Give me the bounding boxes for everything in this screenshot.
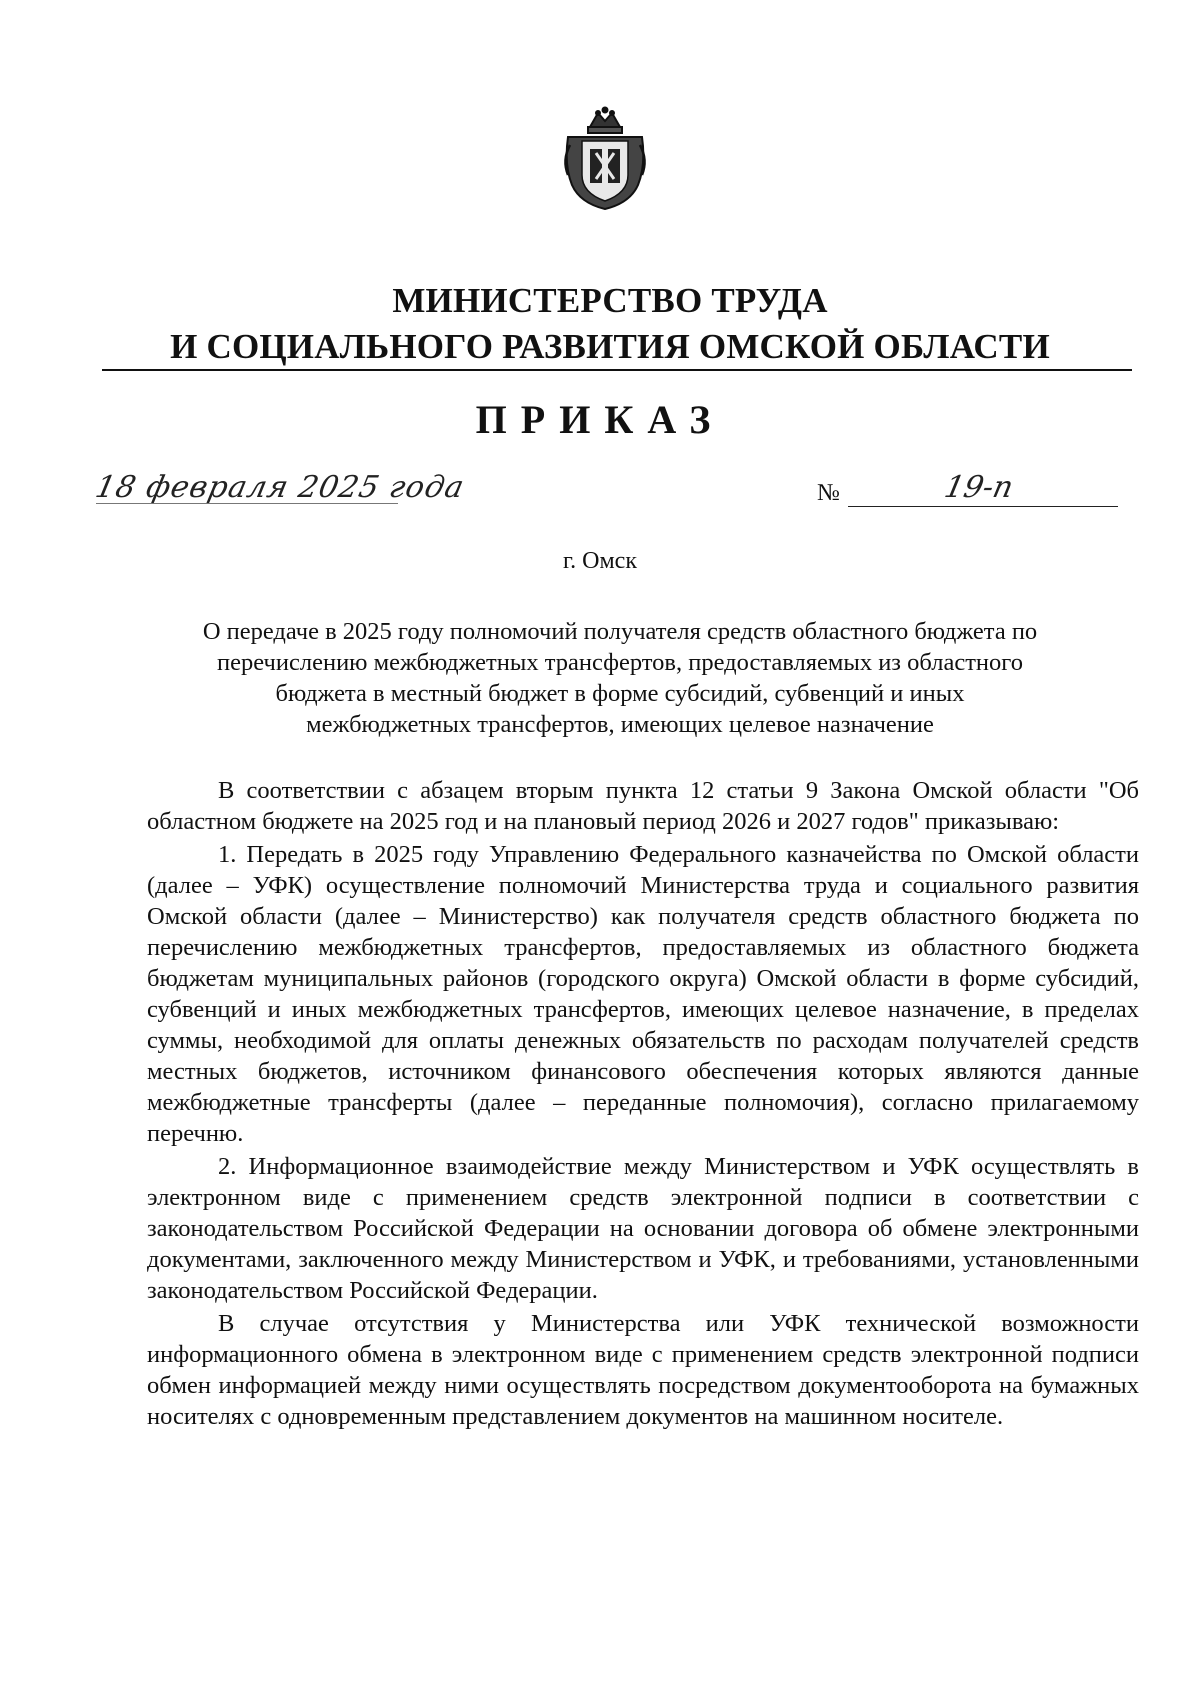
ministry-name-line2: И СОЦИАЛЬНОГО РАЗВИТИЯ ОМСКОЙ ОБЛАСТИ: [170, 327, 1050, 366]
body-paragraph-item-2-continued: В случае отсутствия у Министерства или УФК технической возможности информационного обмена в электронном виде с применением средств электронной подписи обмен информацией между ними осуществлять посредством документооборота на бумажных носителях с одновременным представлением документов на машинном носителе.: [147, 1310, 1139, 1430]
number-underline: [848, 506, 1118, 507]
date-underline: [96, 503, 398, 504]
order-subject: [130, 616, 1110, 740]
body-paragraph-item-1: 1. Передать в 2025 году Управлению Федерального казначейства по Омской области (далее – УФК) осуществление полномочий Министерства труда и социального развития Омской области (далее – Министерство) как получателя средств областного бюджета по перечислению межбюджетных трансфертов, предоставляемых из областного бюджета бюджетам муниципальных районов (городского округа) Омской области в форме субсидий, субвенций и иных межбюджетных трансфертов, имеющих целевое назначение, в пределах суммы, необходимой для оплаты денежных обязательств по расходам получателей средств местных бюджетов, источником финансового обеспечения которых являются данные межбюджетные трансферты (далее – переданные полномочия), согласно прилагаемому перечню.: [147, 841, 1139, 1147]
ministry-name-line1: МИНИСТЕРСТВО ТРУДА: [392, 281, 828, 320]
subject-line: межбюджетных трансфертов, имеющих целевое назначение: [306, 711, 934, 738]
body-paragraph-item-2: 2. Информационное взаимодействие между Министерством и УФК осуществлять в электронном виде с применением средств электронной подписи в соответствии с законодательством Российской Федерации на основании договора об обмене электронными документами, заключенного между Министерством и УФК, и требованиями, установленными законодательством Российской Федерации.: [147, 1153, 1139, 1304]
body-paragraph-preamble: В соответствии с абзацем вторым пункта 12 статьи 9 Закона Омской области "Об областном бюджете на 2025 год и на плановый период 2026 и 2027 годов" приказываю:: [147, 777, 1139, 835]
subject-line: бюджета в местный бюджет в форме субсидий, субвенций и иных: [275, 680, 965, 707]
order-body: [147, 775, 1139, 1432]
city-label: г. Омск: [563, 548, 637, 574]
ministry-name: [100, 278, 1120, 370]
number-sign: №: [817, 480, 840, 506]
subject-line: О передаче в 2025 году полномочий получателя средств областного бюджета по: [202, 618, 1038, 645]
handwritten-date: 18 февраля 2025 года: [92, 470, 468, 505]
document-type-title: ПРИКАЗ: [475, 397, 725, 442]
subject-line: перечислению межбюджетных трансфертов, предоставляемых из областного: [217, 649, 1023, 676]
handwritten-number: 19-п: [941, 470, 1017, 505]
coat-of-arms-emblem: [560, 105, 650, 215]
header-divider: [102, 369, 1132, 371]
